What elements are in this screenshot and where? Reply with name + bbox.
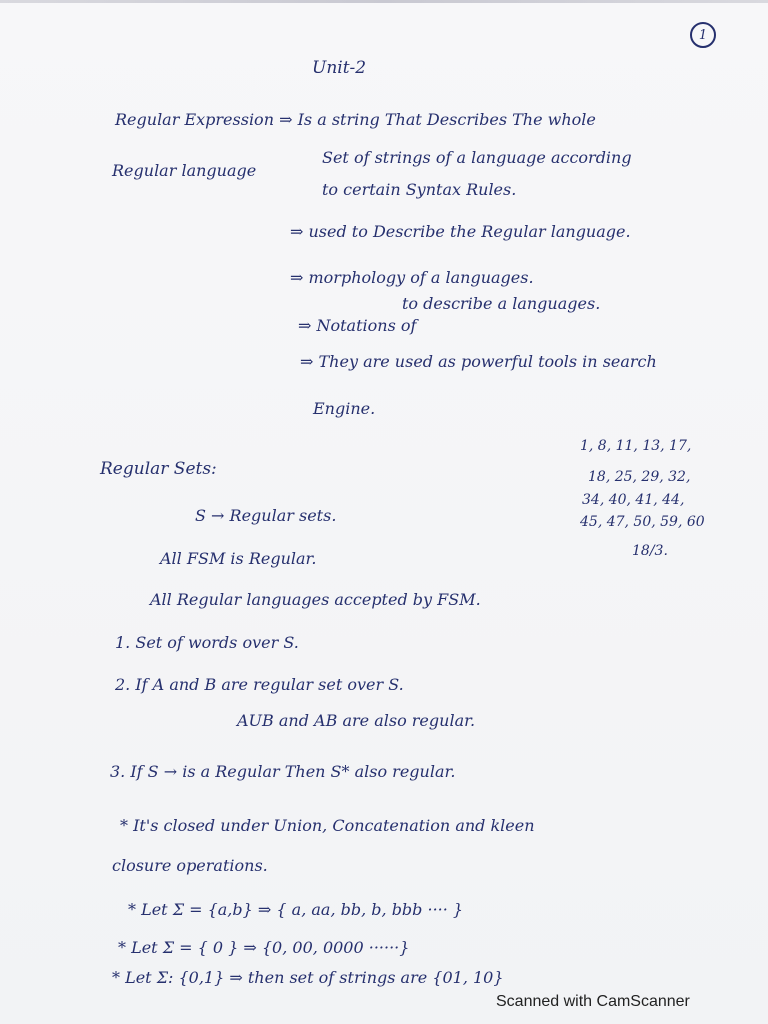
line-item-2: 2. If A and B are regular set over S. bbox=[115, 675, 404, 694]
line-all-regular-languages: All Regular languages accepted by FSM. bbox=[150, 590, 481, 609]
heading-regular-sets: Regular Sets: bbox=[100, 459, 217, 479]
line-s-regular-sets: S → Regular sets. bbox=[195, 506, 337, 525]
scanner-watermark: Scanned with CamScanner bbox=[496, 993, 690, 1010]
line-let-sigma-01: * Let Σ: {0,1} ⇒ then set of strings are {01, 10} bbox=[112, 968, 504, 987]
margin-note-line: 45, 47, 50, 59, 60 bbox=[580, 514, 705, 530]
line-regular-language: Regular language bbox=[112, 161, 257, 180]
line-set-of-strings: Set of strings of a language according bbox=[322, 148, 632, 167]
line-item-3: 3. If S → is a Regular Then S* also regular. bbox=[110, 762, 456, 781]
unit-title: Unit-2 bbox=[312, 58, 367, 78]
line-to-describe-languages: to describe a languages. bbox=[402, 294, 601, 313]
line-all-fsm: All FSM is Regular. bbox=[160, 549, 317, 568]
line-item-1: 1. Set of words over S. bbox=[115, 633, 299, 652]
margin-note-line: 34, 40, 41, 44, bbox=[582, 492, 685, 508]
line-engine: Engine. bbox=[313, 399, 376, 418]
line-closure-operations: closure operations. bbox=[112, 856, 268, 875]
line-syntax-rules: to certain Syntax Rules. bbox=[322, 180, 517, 199]
page-number: 1 bbox=[690, 22, 716, 48]
line-aub-ab: AUB and AB are also regular. bbox=[237, 711, 476, 730]
margin-note-line: 18/3. bbox=[632, 543, 668, 559]
line-let-sigma-ab: * Let Σ = {a,b} ⇒ { a, aa, bb, b, bbb ···· } bbox=[128, 900, 464, 919]
line-closed-under: * It's closed under Union, Concatenation and kleen bbox=[120, 816, 535, 835]
line-powerful-tools: ⇒ They are used as powerful tools in search bbox=[300, 352, 657, 371]
page-top-edge bbox=[0, 0, 768, 3]
margin-note-line: 1, 8, 11, 13, 17, bbox=[580, 438, 692, 454]
margin-note-line: 18, 25, 29, 32, bbox=[588, 469, 691, 485]
line-notations: ⇒ Notations of bbox=[298, 316, 417, 335]
line-morphology: ⇒ morphology of a languages. bbox=[290, 268, 534, 287]
line-regular-expression: Regular Expression ⇒ Is a string That Describes The whole bbox=[115, 110, 596, 129]
line-let-sigma-0: * Let Σ = { 0 } ⇒ {0, 00, 0000 ······} bbox=[118, 938, 410, 957]
line-used-to-describe: ⇒ used to Describe the Regular language. bbox=[290, 222, 631, 241]
